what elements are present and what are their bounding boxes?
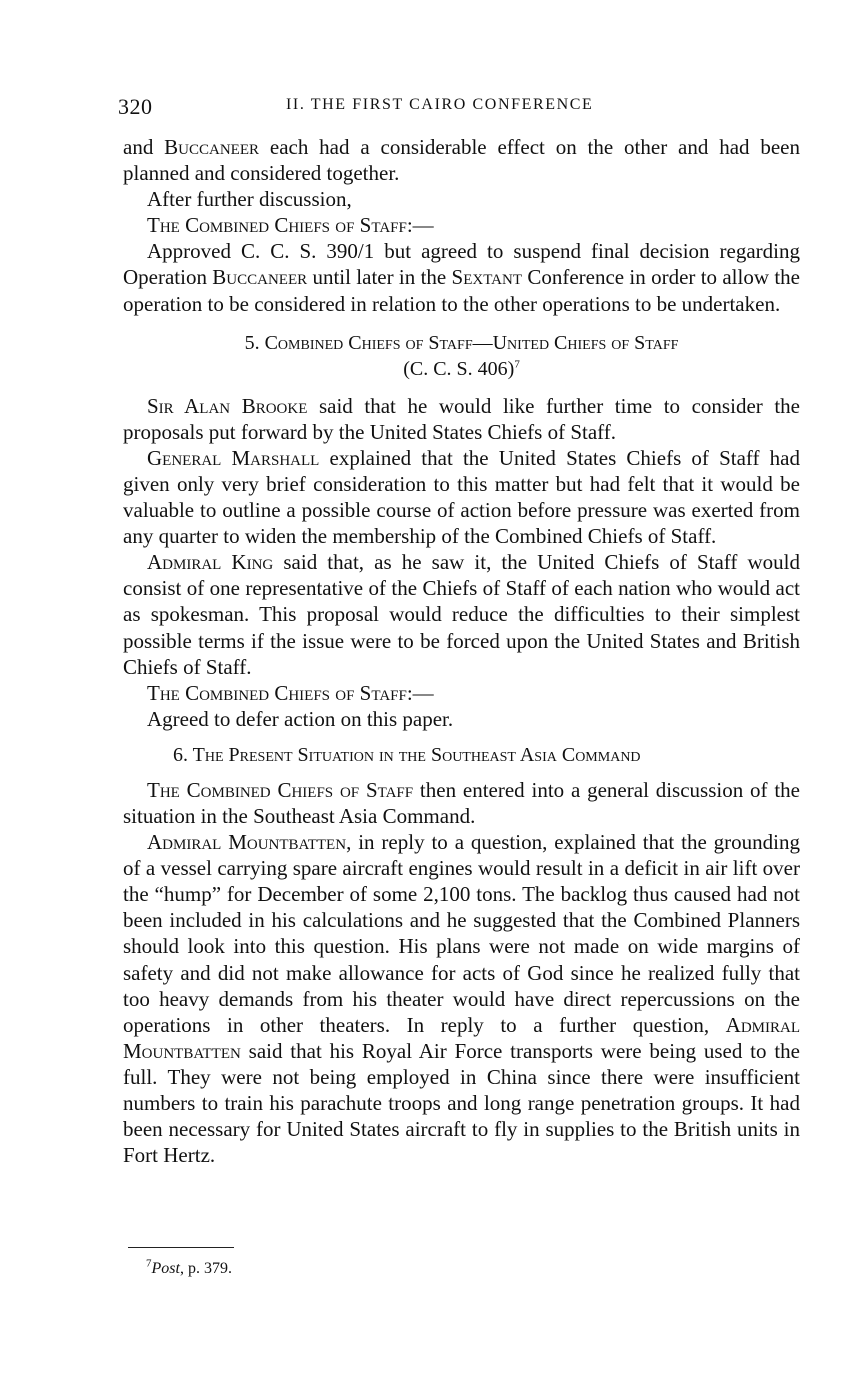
paragraph	[123, 238, 800, 316]
footnote-marker: 7	[514, 358, 520, 370]
speaker-name: Admiral Mountbatten	[123, 1012, 800, 1063]
paragraph	[123, 212, 800, 238]
section-heading	[123, 330, 800, 382]
text-run: explained that the United States Chiefs of Staff had given only very brief consideration to this matter but had felt that it would be valuable to outline a possible course of action before pressure was exerted from any quarter to widen the membership of the Combined Chiefs of Staff.	[123, 445, 800, 549]
paragraph	[123, 134, 800, 186]
text-run: each had a considerable effect on the other and had been planned and considered together.	[123, 135, 800, 186]
text-run: said that, as he saw it, the United Chiefs of Staff would consist of one representative of the Chiefs of Staff of each nation who would act as spokesman. This proposal would reduce the difficulties to their simplest possible terms if the issue were to be forced upon the United States and British Chiefs of Staff.	[123, 550, 800, 679]
section-heading-line	[123, 356, 800, 382]
speaker-name: General Marshall	[147, 445, 320, 470]
text-run: Approved C. C. S. 390/1 but agreed to suspend final decision regarding Operation	[123, 239, 800, 290]
operation-name: Buccaneer	[164, 135, 260, 159]
section-heading-line: 5. Combined Chiefs of Staff—United Chiefs of Staff	[244, 331, 679, 354]
footnote-divider	[128, 1247, 234, 1248]
body-name: The Combined Chiefs of Staff	[147, 213, 407, 238]
text-run: Conference in order to allow the operation to be considered in relation to the other operations to be undertaken.	[123, 265, 800, 316]
speaker-name: Admiral Mountbatten	[147, 830, 347, 855]
footnote	[146, 1257, 232, 1278]
text-run: :—	[406, 680, 434, 705]
operation-name: Buccaneer	[212, 265, 308, 290]
paragraph	[123, 829, 800, 1168]
speaker-name: Sir Alan Brooke	[147, 393, 308, 418]
body-name: The Combined Chiefs of Staff	[147, 680, 407, 705]
paragraph	[123, 549, 800, 679]
paragraph	[123, 680, 800, 706]
speaker-name: Admiral King	[147, 550, 274, 575]
footnote-marker: 7	[146, 1257, 152, 1270]
text-run: , in reply to a question, explained that the grounding of a vessel carrying spare aircraft engines would result in a deficit in air lift over the “hump” for December of some 2,100 tons. The backlog thus caused had not been included in his calculations and he suggested that the Combined Planners should look into this question. His plans were not made on wide margins of safety and did not make allowance for acts of God since he realized fully that too heavy demands from his theater would have direct repercussions on the operations in other theaters. In reply to a further question,	[123, 830, 800, 1037]
page-number: 320	[118, 94, 153, 119]
paragraph	[123, 445, 800, 549]
conference-name: Sextant	[451, 265, 523, 290]
text-run: :—	[406, 213, 434, 238]
paragraph: Agreed to defer action on this paper.	[147, 706, 454, 731]
paragraph: After further discussion,	[147, 187, 352, 212]
footnote-reference: Post	[151, 1260, 180, 1277]
text-run: said that he would like further time to consider the proposals put forward by the United States Chiefs of Staff.	[123, 393, 801, 444]
body-text	[123, 134, 800, 1168]
page-header	[118, 94, 808, 122]
paragraph	[123, 777, 800, 829]
footnote-text: , p. 379.	[179, 1260, 232, 1277]
text-run: then entered into a general discussion of the situation in the Southeast Asia Command.	[123, 777, 801, 828]
section-heading: 6. The Present Situation in the Southeast Asia Command	[173, 743, 641, 766]
text-run: (C. C. S. 406)	[403, 357, 515, 380]
body-name: The Combined Chiefs of Staff	[147, 777, 414, 802]
running-head: II. THE FIRST CAIRO CONFERENCE	[286, 96, 594, 113]
paragraph	[123, 393, 800, 445]
text-run: and	[123, 135, 165, 159]
text-run: said that his Royal Air Force transports were being used to the full. They were not being employed in China since there were insufficient numbers to train his parachute troops and long range penetration groups. It had been necessary for United States aircraft to fly in supplies to the British units in Fort Hertz.	[123, 1038, 800, 1168]
text-run: until later in the	[307, 265, 452, 290]
